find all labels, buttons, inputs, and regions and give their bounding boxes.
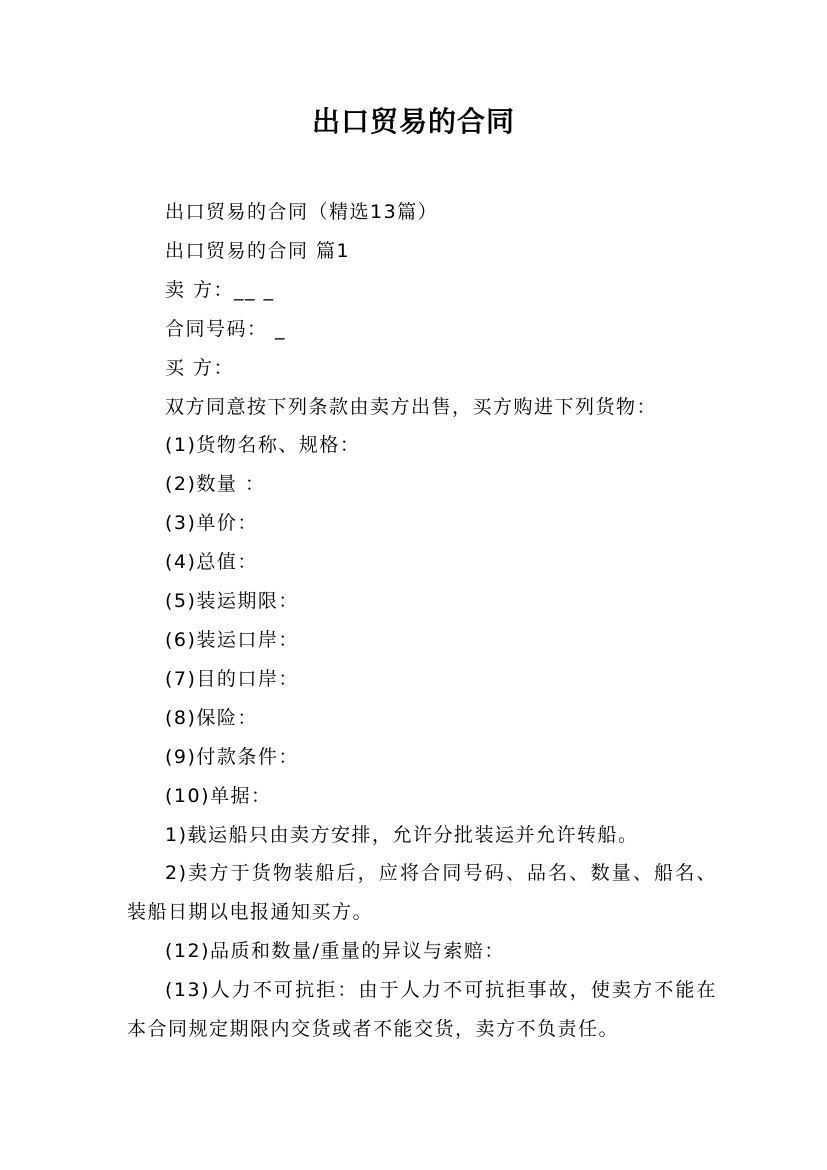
paragraph-sub-2: 2)卖方于货物装船后，应将合同号码、品名、数量、船名、装船日期以电报通知买方。 — [127, 862, 717, 924]
paragraph-item-8: (8)保险： — [165, 706, 258, 729]
paragraph-item-5: (5)装运期限： — [165, 590, 299, 613]
paragraph-agreement: 双方同意按下列条款由卖方出售，买方购进下列货物： — [165, 395, 658, 418]
paragraph-item-2: (2)数量 ： — [165, 473, 266, 496]
paragraph-item-3: (3)单价： — [165, 512, 258, 535]
paragraph-item-13: (13)人力不可抗拒：由于人力不可抗拒事故，使卖方不能在本合同规定期限内交货或者不能交货，卖方不负责任。 — [127, 979, 717, 1041]
paragraph-subtitle: 出口贸易的合同（精选13篇） — [165, 201, 439, 223]
paragraph-item-12: (12)品质和数量/重量的异议与索赔： — [165, 940, 505, 963]
paragraph-item-7: (7)目的口岸： — [165, 667, 299, 690]
paragraph-item-1: (1)货物名称、规格： — [165, 434, 361, 457]
paragraph-contract-number: 合同号码： _ — [165, 317, 287, 340]
paragraph-section-heading: 出口贸易的合同 篇1 — [165, 239, 351, 262]
paragraph-item-9: (9)付款条件： — [165, 745, 299, 768]
document-title: 出口贸易的合同 — [311, 105, 515, 138]
paragraph-item-10: (10)单据： — [165, 784, 272, 807]
paragraph-item-4: (4)总值： — [165, 551, 258, 574]
paragraph-sub-1: 1)载运船只由卖方安排，允许分批装运并允许转船。 — [165, 823, 639, 846]
document-body — [127, 193, 717, 1049]
paragraph-seller: 卖 方：__ _ — [165, 278, 275, 301]
paragraph-buyer: 买 方： — [165, 356, 235, 379]
paragraph-item-6: (6)装运口岸： — [165, 628, 299, 651]
